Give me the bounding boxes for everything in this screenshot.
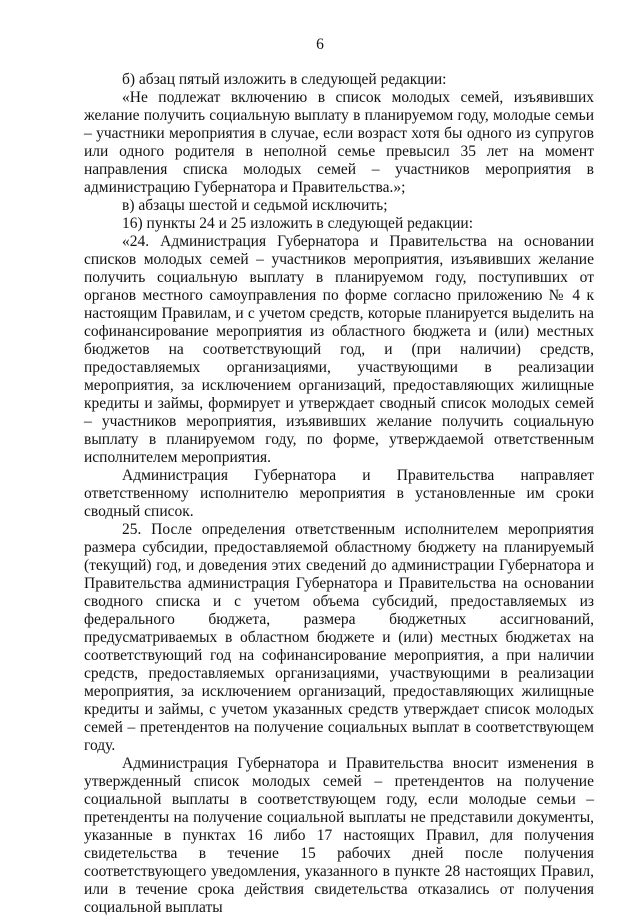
paragraph-item-v: в) абзацы шестой и седьмой исключить; (122, 197, 388, 214)
paragraph-point-24-continuation: Администрация Губернатора и Правительства направляет ответственному исполнителю мероприятия в установленные им сроки сводный список. (84, 467, 594, 520)
document-body (84, 71, 594, 917)
page-number: 6 (316, 36, 324, 53)
paragraph-item-16: 16) пункты 24 и 25 изложить в следующей редакции: (122, 215, 474, 232)
paragraph-quoted-exclusion: «Не подлежат включению в список молодых семей, изъявивших желание получить социальную выплату в планируемом году, молодые семьи – участники мероприятия в случае, если возраст хотя бы одного из супругов или одного родителя в неполной семье превысил 35 лет на момент направления списка молодых семей – участников мероприятия в администрацию Губернатора и Правительства.»; (84, 89, 594, 196)
paragraph-point-24: «24. Администрация Губернатора и Правительства на основании списков молодых семей – участников мероприятия, изъявивших желание получить социальную выплату в планируемом году, поступивших от органов местного самоуправления по форме согласно приложению № 4 к настоящим Правилам, и с учетом средств, которые планируется выделить на софинансирование мероприятия из областного бюджета и (или) местных бюджетов на соответствующий год, и (при наличии) средств, предоставляемых организациями, участвующими в реализации мероприятия, за исключением организаций, предоставляющих жилищные кредиты и займы, формирует и утверждает сводный список молодых семей – участников мероприятия, изъявивших желание получить социальную выплату в планируемом году, по форме, утверждаемой ответственным исполнителем мероприятия. (84, 233, 594, 466)
paragraph-point-25-changes: Администрация Губернатора и Правительства вносит изменения в утвержденный список молодых семей – претендентов на получение социальной выплаты в соответствующем году, если молодые семьи – претенденты на получение социальной выплаты не представили документы, указанные в пунктах 16 либо 17 настоящих Правил, для получения свидетельства в течение 15 рабочих дней после получения соответствующего уведомления, указанного в пункте 28 настоящих Правил, или в течение срока действия свидетельства отказались от получения социальной выплаты (84, 755, 594, 916)
paragraph-point-25: 25. После определения ответственным исполнителем мероприятия размера субсидии, предоставляемой областному бюджету на планируемый (текущий) год, и доведения этих сведений до администрации Губернатора и Правительства администрация Губернатора и Правительства на основании сводного списка и с учетом объема субсидий, предоставляемых из федерального бюджета, размера бюджетных ассигнований, предусматриваемых в областном бюджете и (или) местных бюджетах на соответствующий год на софинансирование мероприятия, а при наличии средств, предоставляемых организациями, участвующими в реализации мероприятия, за исключением организаций, предоставляющих жилищные кредиты и займы, с учетом указанных средств утверждает список молодых семей – претендентов на получение социальных выплат в соответствующем году. (84, 521, 594, 754)
paragraph-item-b: б) абзац пятый изложить в следующей редакции: (122, 71, 447, 88)
